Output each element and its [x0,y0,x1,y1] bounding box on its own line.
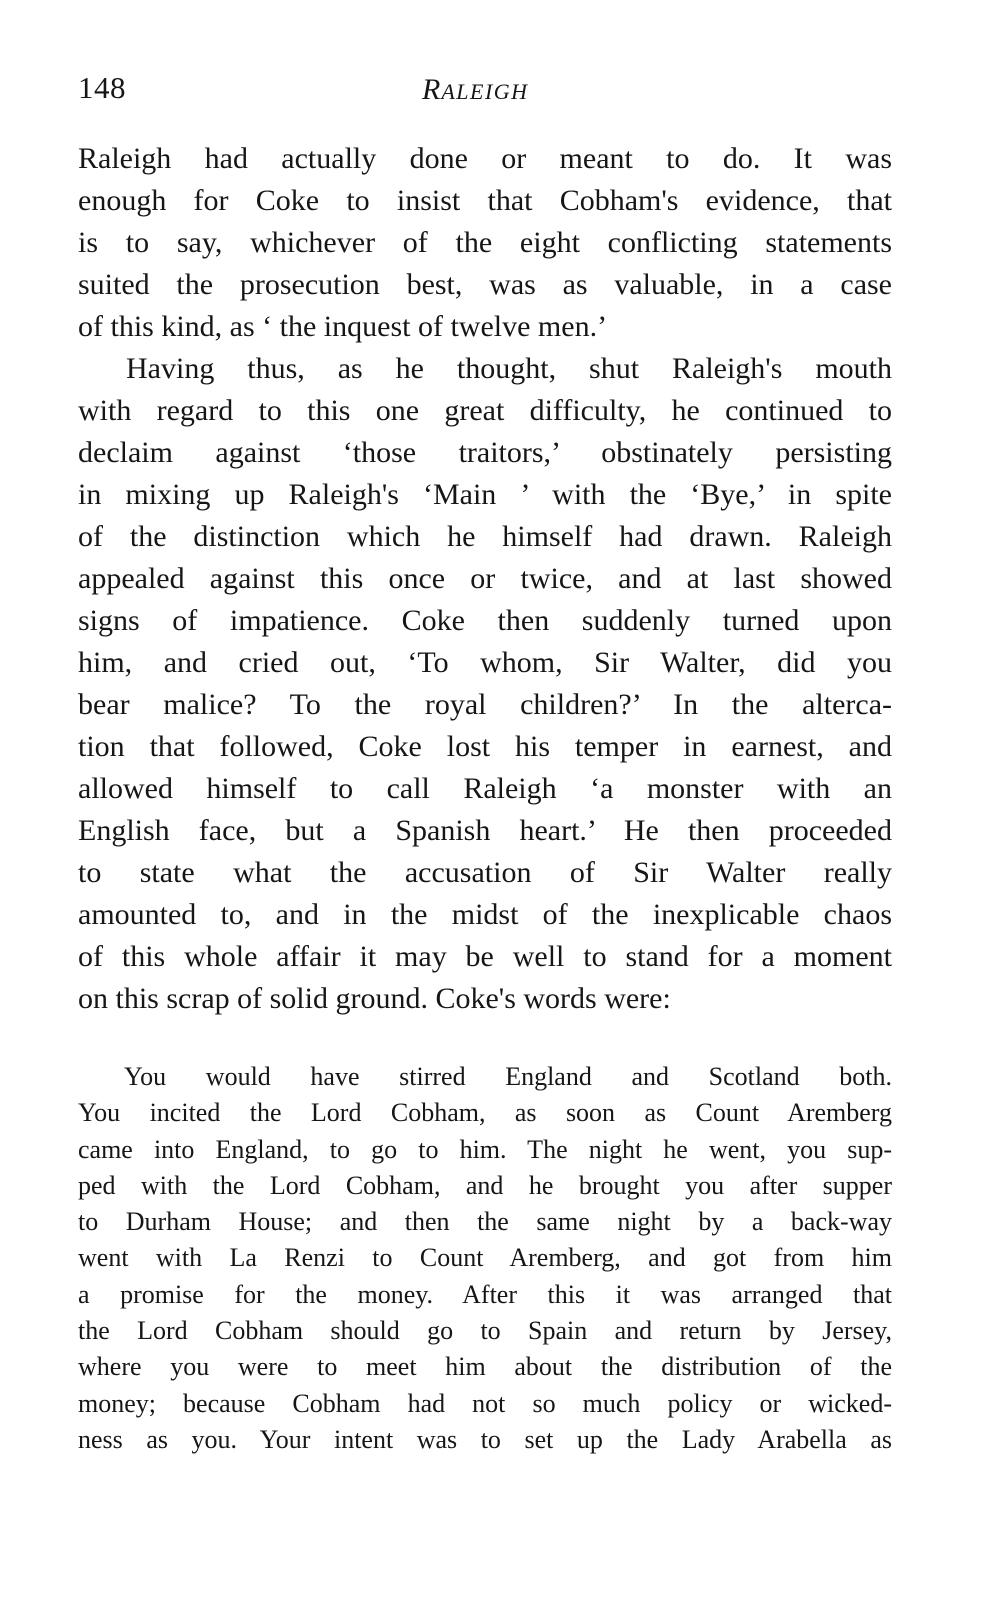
quote-line: You would have stirred England and Scotland both. [124,1062,892,1091]
text-line: English face, but a Spanish heart.’ He then proceeded [78,814,892,847]
quote-line: ness as you. Your intent was to set up the Lady Arabella as [78,1424,892,1454]
text-line: with regard to this one great difficulty, he continued to [78,394,892,427]
quote-line: went with La Renzi to Count Aremberg, and got from him [78,1243,892,1273]
quote-line: the Lord Cobham should go to Spain and return by Jersey, [78,1316,892,1346]
text-line: of this whole affair it may be well to stand for a moment [78,940,892,973]
text-line: suited the prosecution best, was as valuable, in a case [78,268,892,301]
text-line: on this scrap of solid ground. Coke's words were: [78,982,671,1015]
text-line: to state what the accusation of Sir Walter really [78,856,892,889]
text-line: in mixing up Raleigh's ‘Main ’ with the ‘Bye,’ in spite [78,478,892,511]
text-line: is to say, whichever of the eight conflicting statements [78,226,892,259]
text-line: declaim against ‘those traitors,’ obstinately persisting [78,436,892,469]
block-quote [78,1059,892,1458]
text-line: of the distinction which he himself had drawn. Raleigh [78,520,892,553]
text-line: amounted to, and in the midst of the inexplicable chaos [78,898,892,931]
quote-line: You incited the Lord Cobham, as soon as Count Aremberg [78,1098,892,1128]
text-line: of this kind, as ‘ the inquest of twelve men.’ [78,310,608,343]
text-line: bear malice? To the royal children?’ In the alterca- [78,688,892,721]
text-line: Raleigh had actually done or meant to do. It was [78,142,892,175]
text-line: Having thus, as he thought, shut Raleigh's mouth [126,352,892,385]
running-head-initial: R [422,73,442,106]
running-head-rest: ALEIGH [441,79,529,104]
quote-line: money; because Cobham had not so much policy or wicked- [78,1388,892,1418]
quote-line: to Durham House; and then the same night by a back-way [78,1207,892,1237]
text-line: him, and cried out, ‘To whom, Sir Walter, did you [78,646,892,679]
text-line: signs of impatience. Coke then suddenly turned upon [78,604,892,637]
text-line: tion that followed, Coke lost his temper in earnest, and [78,730,892,763]
main-text [78,138,892,1020]
quote-line: came into England, to go to him. The night he went, you sup- [78,1134,892,1164]
text-line: enough for Coke to insist that Cobham's evidence, that [78,184,892,217]
page-header [78,66,892,116]
text-line: appealed against this once or twice, and at last showed [78,562,892,595]
quote-line: where you were to meet him about the distribution of the [78,1352,892,1382]
running-head [422,70,529,112]
page-number: 148 [78,70,126,105]
quote-line: ped with the Lord Cobham, and he brought you after supper [78,1170,892,1200]
quote-line: a promise for the money. After this it was arranged that [78,1279,892,1309]
text-line: allowed himself to call Raleigh ‘a monster with an [78,772,892,805]
